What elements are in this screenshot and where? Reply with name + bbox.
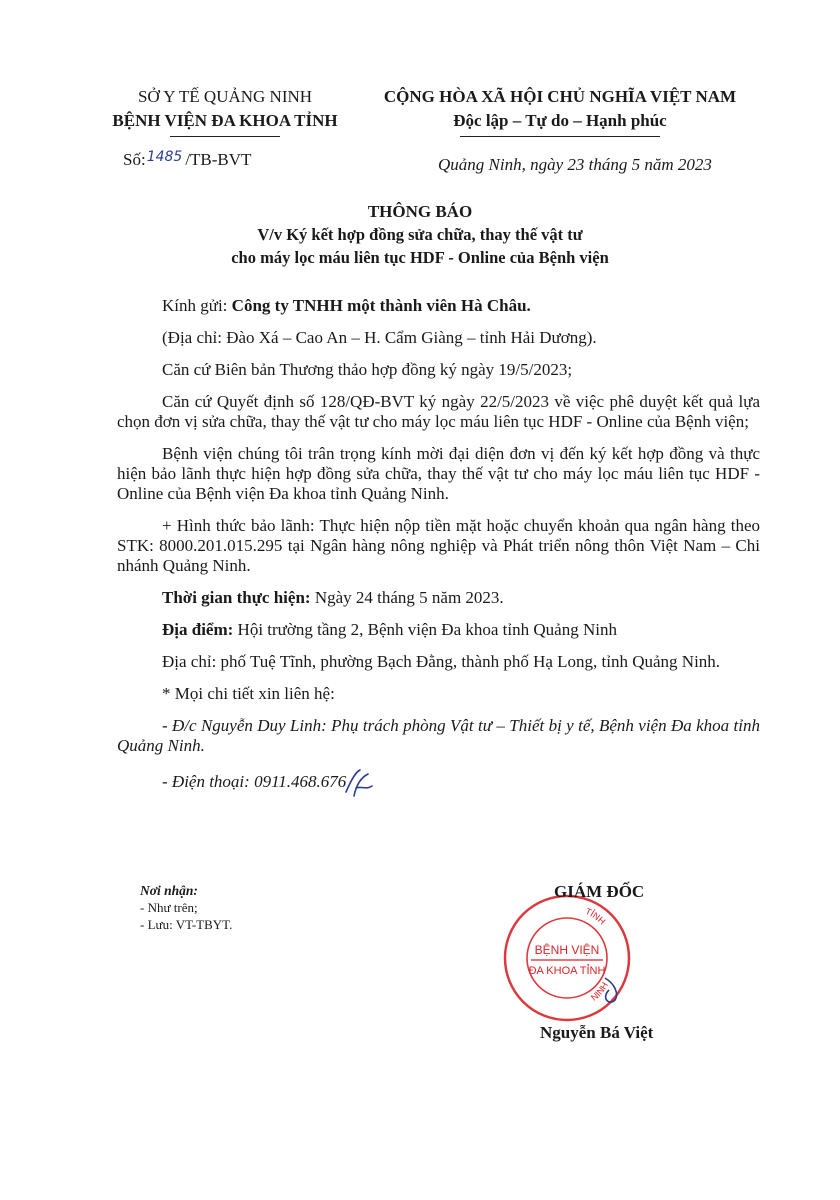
place-address-text: Địa chỉ: phố Tuệ Tĩnh, phường Bạch Đằng, thành phố Hạ Long, tỉnh Quảng Ninh. xyxy=(162,652,721,671)
signer-name: Nguyễn Bá Việt xyxy=(540,1023,654,1042)
guarantee-paragraph xyxy=(117,516,760,576)
time-value: Ngày 24 tháng 5 năm 2023. xyxy=(310,588,504,607)
contact-person-text: - Đ/c Nguyễn Duy Linh: Phụ trách phòng Vật tư – Thiết bị y tế, Bệnh viện Đa khoa tỉnh Quảng Ninh. xyxy=(117,716,760,755)
place-address xyxy=(117,652,760,672)
issuer-block xyxy=(80,85,370,137)
guarantee-text: + Hình thức bảo lãnh: Thực hiện nộp tiền mặt hoặc chuyển khoản qua ngân hàng theo STK: 8000.201.015.295 tại Ngân hàng nông nghiệp và Phát triển nông thôn Việt Nam – Chi nhánh Quảng Ninh. xyxy=(117,516,760,575)
seal-line-1: BỆNH VIỆN xyxy=(534,943,600,957)
contact-intro: * Mọi chi tiết xin liên hệ: xyxy=(162,684,335,703)
kinh-gui xyxy=(162,296,760,316)
title-line-2: cho máy lọc máu liên tục HDF - Online của Bệnh viện xyxy=(231,248,609,267)
time-line xyxy=(162,588,760,608)
place-value: Hội trường tầng 2, Bệnh viện Đa khoa tỉnh Quảng Ninh xyxy=(233,620,617,639)
issuer-hospital: BỆNH VIỆN ĐA KHOA TỈNH xyxy=(112,111,338,130)
recipients-label: Nơi nhận: xyxy=(140,883,198,898)
contact-person xyxy=(117,716,760,756)
kinh-gui-label: Kính gửi: xyxy=(162,296,232,315)
national-header xyxy=(355,85,765,137)
place-line xyxy=(162,620,760,640)
document-title xyxy=(120,200,720,269)
signer-title: GIÁM ĐỐC xyxy=(554,882,645,901)
invitation-text: Bệnh viện chúng tôi trân trọng kính mời đại diện đơn vị đến ký kết hợp đồng và thực hiện bảo lãnh thực hiện hợp đồng sửa chữa, thay thế vật tư cho máy lọc máu liên tục HDF - Online của Bệnh viện Đa khoa tỉnh Quảng Ninh. xyxy=(117,444,760,503)
seal-ring-bottom: NINH xyxy=(588,980,610,1003)
doc-no-suffix: /TB-BVT xyxy=(185,150,252,169)
document-date: Quảng Ninh, ngày 23 tháng 5 năm 2023 xyxy=(438,155,712,174)
contact-phone-line xyxy=(162,768,760,798)
invitation-paragraph xyxy=(117,444,760,504)
basis-2 xyxy=(117,392,760,432)
doc-no-prefix: Số: xyxy=(123,150,146,169)
place-label: Địa điểm: xyxy=(162,620,234,639)
basis-2-text: Căn cứ Quyết định số 128/QĐ-BVT ký ngày 22/5/2023 về việc phê duyệt kết quả lựa chọn đơn vị sửa chữa, thay thế vật tư cho máy lọc máu liên tục HDF - Online của Bệnh viện; xyxy=(117,392,760,431)
kinh-gui-recipient: Công ty TNHH một thành viên Hà Châu. xyxy=(231,296,531,315)
document-number xyxy=(123,150,251,170)
document-body xyxy=(117,296,760,798)
recipient-item: - Lưu: VT-TBYT. xyxy=(140,917,233,932)
title-line-1: V/v Ký kết hợp đồng sửa chữa, thay thế vật tư xyxy=(257,225,583,244)
republic-title: CỘNG HÒA XÃ HỘI CHỦ NGHĨA VIỆT NAM xyxy=(383,87,737,106)
official-seal-stamp xyxy=(497,888,637,1028)
title-main: THÔNG BÁO xyxy=(367,202,473,221)
initial-signature-mark xyxy=(342,768,376,798)
time-label: Thời gian thực hiện: xyxy=(162,588,311,607)
issuer-underline xyxy=(170,136,280,137)
recipient-item: - Như trên; xyxy=(140,900,198,915)
contact-phone: - Điện thoại: 0911.468.676 xyxy=(162,771,347,791)
motto: Độc lập – Tự do – Hạnh phúc xyxy=(453,111,667,130)
recipients-block xyxy=(140,882,232,933)
recipient-address: (Địa chỉ: Đào Xá – Cao An – H. Cẩm Giàng – tỉnh Hải Dương). xyxy=(162,328,597,347)
basis-1: Căn cứ Biên bản Thương thảo hợp đồng ký ngày 19/5/2023; xyxy=(162,360,573,379)
seal-line-2: ĐA KHOA TỈNH xyxy=(528,965,606,977)
motto-underline xyxy=(460,136,660,137)
doc-no-handwritten: 1485 xyxy=(146,149,183,165)
issuer-org: SỞ Y TẾ QUẢNG NINH xyxy=(137,87,313,106)
seal-ring-top: TỈNH xyxy=(583,906,608,927)
